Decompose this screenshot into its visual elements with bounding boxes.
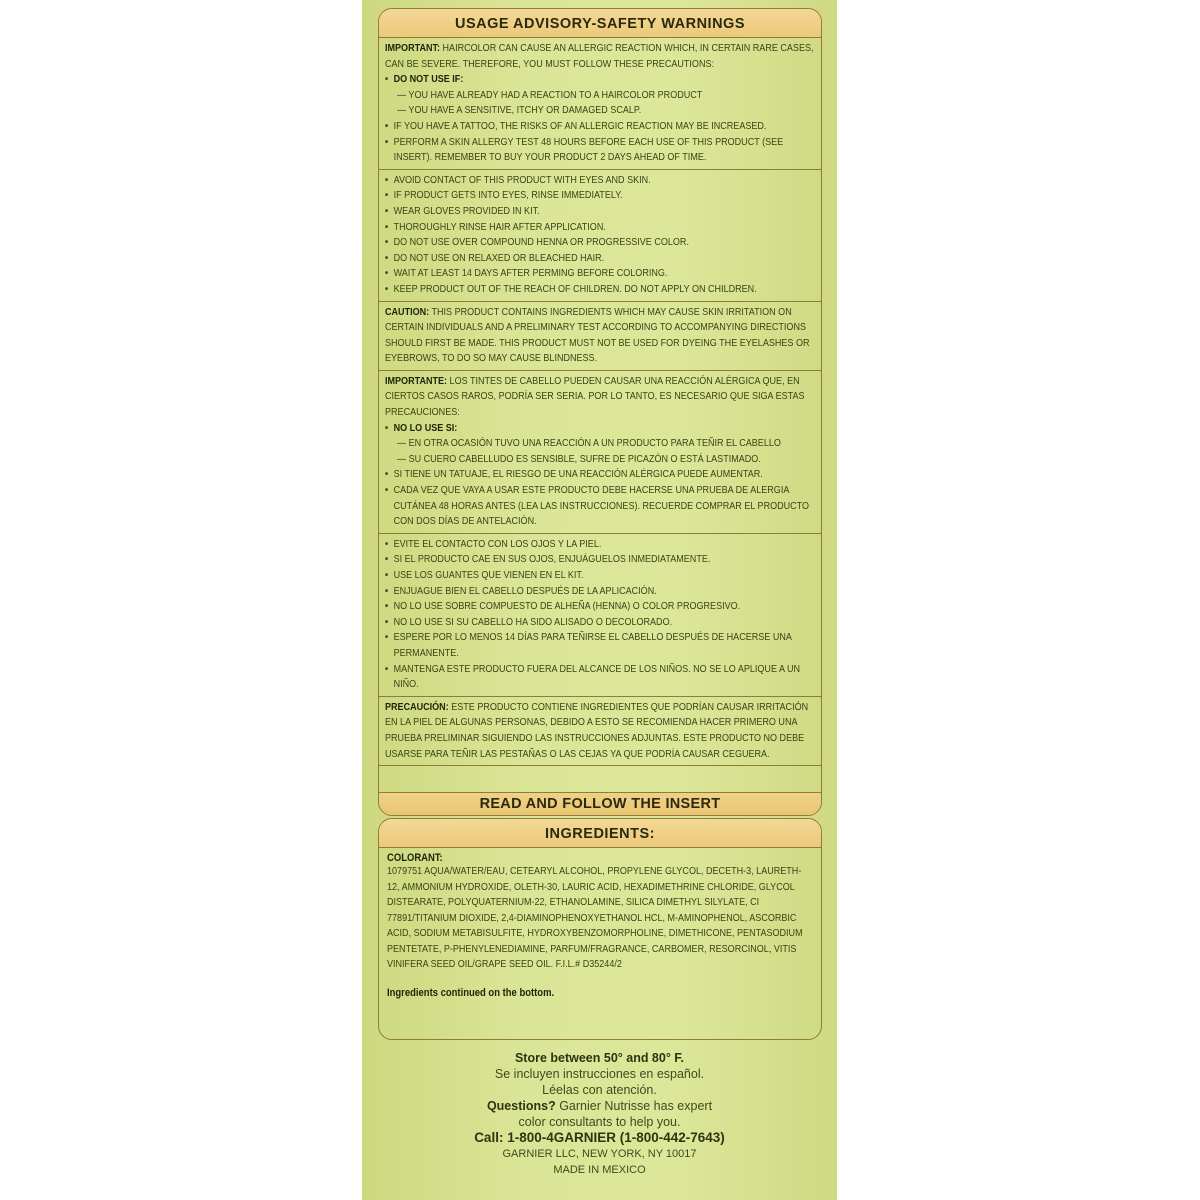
phone-number: Call: 1-800-4GARNIER (1-800-442-7643) xyxy=(474,1130,725,1145)
bullet-icon: • xyxy=(385,119,389,132)
caution-label: CAUTION: xyxy=(385,305,430,318)
spanish-note-1: Se incluyen instrucciones en español. xyxy=(494,1067,705,1081)
warning-bullet-es: EVITE EL CONTACTO CON LOS OJOS Y LA PIEL. xyxy=(393,537,602,550)
warning-bullet: WEAR GLOVES PROVIDED IN KIT. xyxy=(393,204,540,217)
ingredients-box xyxy=(378,818,822,1040)
warning-bullet-es: MANTENGA ESTE PRODUCTO FUERA DEL ALCANCE DE LOS NIÑOS. NO SE LO APLIQUE A UN NIÑO. xyxy=(393,662,801,691)
no-lo-use-item: — EN OTRA OCASIÓN TUVO UNA REACCIÓN A UN PRODUCTO PARA TEÑIR EL CABELLO xyxy=(397,437,781,450)
bottom-info xyxy=(362,1050,837,1178)
tatuaje-warning: SI TIENE UN TATUAJE, EL RIESGO DE UNA REACCIÓN ALÉRGICA PUEDE AUMENTAR. xyxy=(393,468,763,481)
warning-bullet: AVOID CONTACT OF THIS PRODUCT WITH EYES AND SKIN. xyxy=(393,173,651,186)
questions-text-2: color consultants to help you. xyxy=(518,1115,681,1129)
warnings-section-importante: IMPORTANTE: LOS TINTES DE CABELLO PUEDEN CAUSAR UNA REACCIÓN ALÉRGICA QUE, EN CIERTOS CASOS RAROS, PODRÍA SER SERIA. POR LO TANTO, ES NECESARIO QUE SIGA ESTAS PRECAUCIONES: • NO LO USE SI: — EN OTRA OCASIÓN TUVO UNA REACCIÓN A UN PRODUCTO PARA TEÑIR EL CABELLO — SU CUERO CABELLUDO ES SENSIBLE, SUFRE DE PICAZÓN O ESTÁ LASTIMADO. • SI TIENE UN TATUAJE, EL RIESGO DE UNA REACCIÓN ALÉRGICA PUEDE AUMENTAR. • CADA VEZ QUE VAYA A USAR ESTE PRODUCTO DEBE HACERSE UNA PRUEBA DE ALERGIA CUTÁNEA 48 HORAS ANTES (LEA LAS INSTRUCCIONES). RECUERDE COMPRAR EL PRODUCTO CON DOS DÍAS DE ANTELACIÓN. xyxy=(379,371,821,534)
warnings-section-bullets-es: • EVITE EL CONTACTO CON LOS OJOS Y LA PIEL. • SI EL PRODUCTO CAE EN SUS OJOS, ENJUÁGUELOS INMEDIATAMENTE. • USE LOS GUANTES QUE VIENEN EN EL KIT. • ENJUAGUE BIEN EL CABELLO DESPUÉS DE LA APLICACIÓN. • NO LO USE SOBRE COMPUESTO DE ALHEÑA (HENNA) O COLOR PROGRESIVO. • NO LO USE SI SU CABELLO HA SIDO ALISADO O DECOLORADO. • ESPERE POR LO MENOS 14 DÍAS PARA TEÑIRSE EL CABELLO DESPUÉS DE HACERSE UNA PERMANENTE. • MANTENGA ESTE PRODUCTO FUERA DEL ALCANCE DE LOS NIÑOS. NO SE LO APLIQUE A UN NIÑO. xyxy=(379,534,821,697)
safety-warnings-box xyxy=(378,8,822,816)
warning-bullet-es: NO LO USE SI SU CABELLO HA SIDO ALISADO O DECOLORADO. xyxy=(393,615,673,628)
product-box-side-panel xyxy=(362,0,837,1200)
bullet-icon: • xyxy=(385,135,389,148)
precaucion-text: ESTE PRODUCTO CONTIENE INGREDIENTES QUE PODRÍAN CAUSAR IRRITACIÓN EN LA PIEL DE ALGUNAS PERSONAS, DEBIDO A ESTO SE RECOMIENDA HACER PRIMERO UNA PRUEBA PRELIMINAR SIGUIENDO LAS INSTRUCCIONES ADJUNTAS. ESTE PRODUCTO NO DEBE USARSE PARA TEÑIR LAS PESTAÑAS O LAS CEJAS YA QUE PODRÍA CAUSAR CEGUERA. xyxy=(385,700,809,760)
do-not-use-item: — YOU HAVE A SENSITIVE, ITCHY OR DAMAGED SCALP. xyxy=(397,104,642,117)
do-not-use-item: — YOU HAVE ALREADY HAD A REACTION TO A HAIRCOLOR PRODUCT xyxy=(397,88,703,101)
warning-bullet: KEEP PRODUCT OUT OF THE REACH OF CHILDREN. DO NOT APPLY ON CHILDREN. xyxy=(393,282,757,295)
warning-bullet: IF PRODUCT GETS INTO EYES, RINSE IMMEDIATELY. xyxy=(393,189,623,202)
warning-bullet-es: ENJUAGUE BIEN EL CABELLO DESPUÉS DE LA APLICACIÓN. xyxy=(393,584,657,597)
skin-test-warning: PERFORM A SKIN ALLERGY TEST 48 HOURS BEFORE EACH USE OF THIS PRODUCT (SEE INSERT). REMEMBER TO BUY YOUR PRODUCT 2 DAYS AHEAD OF TIME. xyxy=(393,135,784,164)
do-not-use-label: DO NOT USE IF: xyxy=(393,73,464,86)
prueba-warning: CADA VEZ QUE VAYA A USAR ESTE PRODUCTO DEBE HACERSE UNA PRUEBA DE ALERGIA CUTÁNEA 48 HORAS ANTES (LEA LAS INSTRUCCIONES). RECUERDE COMPRAR EL PRODUCTO CON DOS DÍAS DE ANTELACIÓN. xyxy=(393,484,810,528)
warnings-title: USAGE ADVISORY-SAFETY WARNINGS xyxy=(379,9,821,38)
warning-bullet: DO NOT USE ON RELAXED OR BLEACHED HAIR. xyxy=(393,251,605,264)
questions-label: Questions? xyxy=(486,1099,556,1113)
precaucion-label: PRECAUCIÓN: xyxy=(385,700,449,713)
spanish-note-2: Léelas con atención. xyxy=(542,1083,657,1097)
storage-note: Store between 50° and 80° F. xyxy=(514,1051,685,1065)
important-text: HAIRCOLOR CAN CAUSE AN ALLERGIC REACTION WHICH, IN CERTAIN RARE CASES, CAN BE SEVERE. THEREFORE, YOU MUST FOLLOW THESE PRECAUTIONS: xyxy=(385,42,814,70)
bullet-icon: • xyxy=(385,73,389,86)
warnings-section-precaucion xyxy=(379,697,821,766)
warnings-section-caution xyxy=(379,302,821,371)
important-label: IMPORTANT: xyxy=(385,42,441,54)
warning-bullet-es: USE LOS GUANTES QUE VIENEN EN EL KIT. xyxy=(393,569,584,581)
ingredients-title: INGREDIENTS: xyxy=(379,819,821,848)
caution-text: THIS PRODUCT CONTAINS INGREDIENTS WHICH MAY CAUSE SKIN IRRITATION ON CERTAIN INDIVIDUALS AND A PRELIMINARY TEST ACCORDING TO ACCOMPANYING DIRECTIONS SHOULD FIRST BE MADE. THIS PRODUCT MUST NOT BE USED FOR DYEING THE EYELASHES OR EYEBROWS, TO DO SO MAY CAUSE BLINDNESS. xyxy=(385,305,810,365)
colorant-label: COLORANT: xyxy=(387,852,443,864)
importante-label: IMPORTANTE: xyxy=(385,374,448,387)
read-insert-footer: READ AND FOLLOW THE INSERT xyxy=(379,792,821,815)
importante-text: LOS TINTES DE CABELLO PUEDEN CAUSAR UNA REACCIÓN ALÉRGICA QUE, EN CIERTOS CASOS RAROS, PODRÍA SER SERIA. POR LO TANTO, ES NECESARIO QUE SIGA ESTAS PRECAUCIONES: xyxy=(385,374,805,419)
warning-bullet: THOROUGHLY RINSE HAIR AFTER APPLICATION. xyxy=(393,220,606,233)
tattoo-warning: IF YOU HAVE A TATTOO, THE RISKS OF AN ALLERGIC REACTION MAY BE INCREASED. xyxy=(393,119,767,132)
warnings-section-bullets: • AVOID CONTACT OF THIS PRODUCT WITH EYES AND SKIN. • IF PRODUCT GETS INTO EYES, RINSE IMMEDIATELY. • WEAR GLOVES PROVIDED IN KIT. • THOROUGHLY RINSE HAIR AFTER APPLICATION. • DO NOT USE OVER COMPOUND HENNA OR PROGRESSIVE COLOR. • DO NOT USE ON RELAXED OR BLEACHED HAIR. • WAIT AT LEAST 14 DAYS AFTER PERMING BEFORE COLORING. • KEEP PRODUCT OUT OF THE REACH OF CHILDREN. DO NOT APPLY ON CHILDREN. xyxy=(379,170,821,302)
warning-bullet-es: NO LO USE SOBRE COMPUESTO DE ALHEÑA (HENNA) O COLOR PROGRESIVO. xyxy=(393,600,741,613)
warning-bullet-es: ESPERE POR LO MENOS 14 DÍAS PARA TEÑIRSE EL CABELLO DESPUÉS DE HACERSE UNA PERMANENTE. xyxy=(393,631,792,659)
company-address: GARNIER LLC, NEW YORK, NY 10017 xyxy=(502,1148,697,1160)
questions-text: Garnier Nutrisse has expert xyxy=(559,1099,713,1113)
no-lo-use-item: — SU CUERO CABELLUDO ES SENSIBLE, SUFRE DE PICAZÓN O ESTÁ LASTIMADO. xyxy=(397,452,761,465)
no-lo-use-label: NO LO USE SI: xyxy=(393,421,458,434)
made-in-label: MADE IN MEXICO xyxy=(553,1164,646,1176)
warning-bullet: DO NOT USE OVER COMPOUND HENNA OR PROGRESSIVE COLOR. xyxy=(393,236,689,249)
ingredients-continued-note: Ingredients continued on the bottom. xyxy=(387,986,555,999)
colorant-ingredients: 1079751 AQUA/WATER/EAU, CETEARYL ALCOHOL, PROPYLENE GLYCOL, DECETH-3, LAURETH-12, AMMONIUM HYDROXIDE, OLETH-30, LAURIC ACID, HEXADIMETHRINE CHLORIDE, GLYCOL DISTEARATE, POLYQUATERNIUM-22, ETHANOLAMINE, SILICA DIMETHYL SILYLATE, CI 77891/TITANIUM DIOXIDE, 2,4-DIAMINOPHENOXYETHANOL HCL, M-AMINOPHENOL, ASCORBIC ACID, SODIUM METABISULFITE, HYDROXYBENZOMORPHOLINE, DIMETHICONE, PENTASODIUM PENTETATE, P-PHENYLENEDIAMINE, PARFUM/FRAGRANCE, CARBOMER, RESORCINOL, VITIS VINIFERA SEED OIL/GRAPE SEED OIL. F.I.L.# D35244/2 xyxy=(387,865,803,970)
warning-bullet-es: SI EL PRODUCTO CAE EN SUS OJOS, ENJUÁGUELOS INMEDIATAMENTE. xyxy=(393,553,711,566)
warnings-section-important xyxy=(379,38,821,170)
warning-bullet: WAIT AT LEAST 14 DAYS AFTER PERMING BEFORE COLORING. xyxy=(393,267,668,280)
